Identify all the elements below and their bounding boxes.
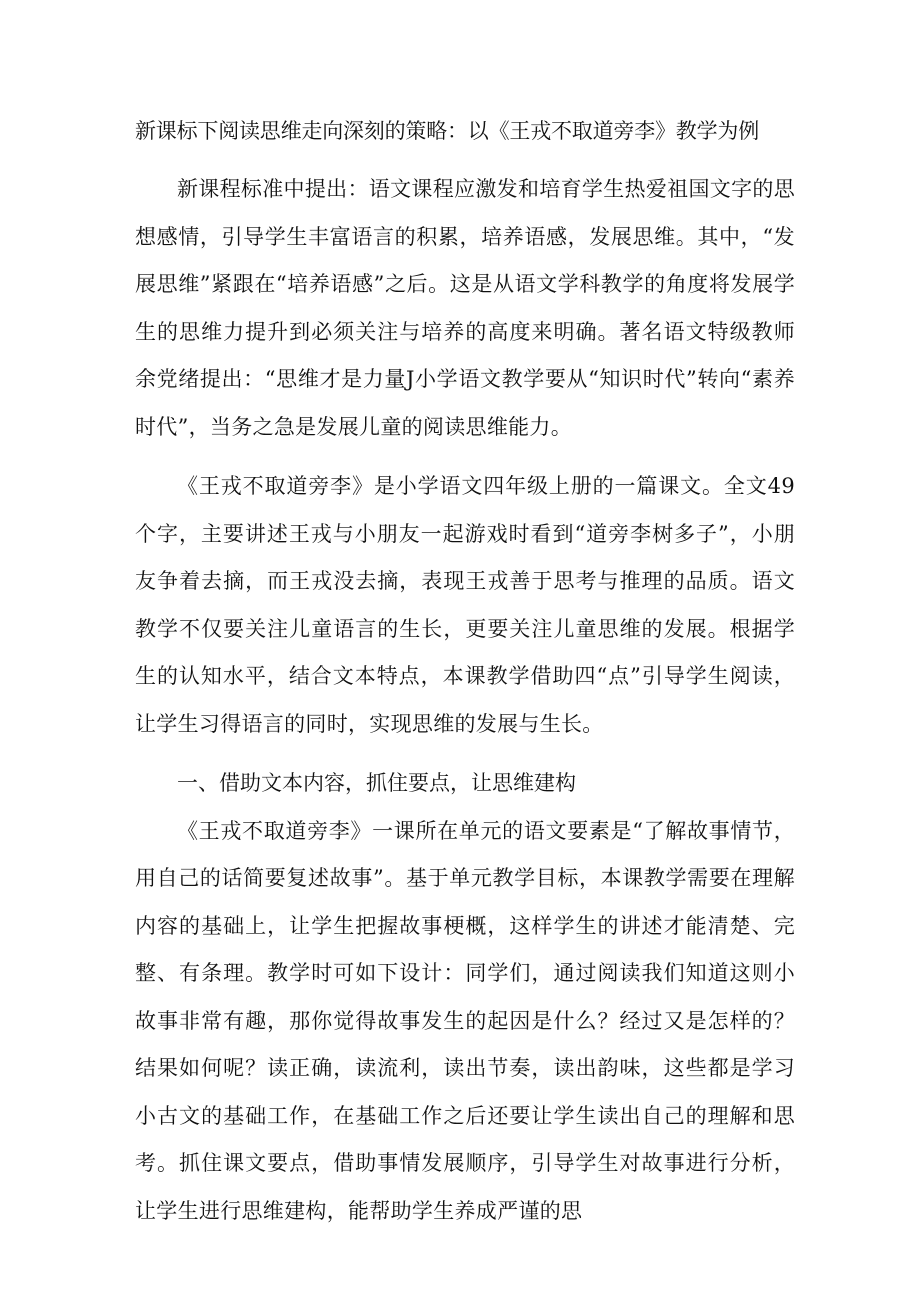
document-title: 新课标下阅读思维走向深刻的策略：以《王戎不取道旁李》教学为例 <box>135 119 759 143</box>
lesson-overview-paragraph: 《王戎不取道旁李》是小学语文四年级上册的一篇课文。全文49个字，主要讲述王戎与小朋友一起游戏时看到“道旁李树多子”，小朋友争着去摘，而王戎没去摘，表现王戎善于思考与推理的品质。语文教学不仅要关注儿童语言的生长，更要关注儿童思维的发展。根据学生的认知水平，结合文本特点，本课教学借助四“点”引导学生阅读，让学生习得语言的同时，实现思维的发展与生长。 <box>135 474 795 736</box>
intro-paragraph: 新课程标准中提出：语文课程应激发和培育学生热爱祖国文字的思想感情，引导学生丰富语言的积累，培养语感，发展思维。其中，“发展思维”紧跟在“培养语感”之后。这是从语文学科教学的角度将发展学生的思维力提升到必须关注与培养的高度来明确。著名语文特级教师余党绪提出：“思维才是力量J小学语文教学要从“知识时代”转向“素养时代”，当务之急是发展儿童的阅读思维能力。 <box>135 177 795 439</box>
section-heading: 一、借助文本内容，抓住要点，让思维建构 <box>177 771 576 795</box>
document-page <box>135 116 795 1235</box>
section-body-paragraph: 《王戎不取道旁李》一课所在单元的语文要素是“了解故事情节，用自己的话简要复述故事”。基于单元教学目标，本课教学需要在理解内容的基础上，让学生把握故事梗概，这样学生的讲述才能清楚、完整、有条理。教学时可如下设计：同学们，通过阅读我们知道这则小故事非常有趣，那你觉得故事发生的起因是什么？经过又是怎样的？结果如何呢？读正确，读流利，读出节奏，读出韵味，这些都是学习小古文的基础工作，在基础工作之后还要让学生读出自己的理解和思考。抓住课文要点，借助事情发展顺序，引导学生对故事进行分析，让学生进行思维建构，能帮助学生养成严谨的思 <box>135 818 795 1223</box>
